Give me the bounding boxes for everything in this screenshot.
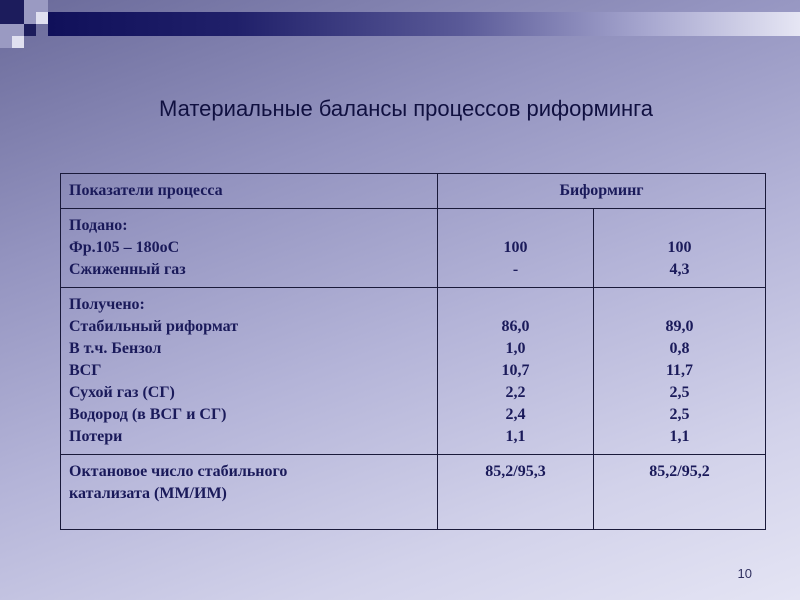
obtained-value: 2,2 xyxy=(505,384,526,401)
decor-square xyxy=(36,12,48,24)
decor-square xyxy=(0,0,24,24)
obtained-label: В т.ч. Бензол xyxy=(69,340,162,357)
table-row-octane xyxy=(61,455,766,530)
fed-col2-cell xyxy=(594,209,766,288)
obtained-value: 89,0 xyxy=(665,318,694,335)
header-process-cell: Биформинг xyxy=(438,174,766,209)
obtained-value: 0,8 xyxy=(669,340,690,357)
fed-label: Подано: xyxy=(69,217,128,234)
obtained-value: 1,0 xyxy=(505,340,526,357)
obtained-col2-cell xyxy=(594,288,766,455)
obtained-value: 2,5 xyxy=(669,384,690,401)
fed-labels-cell xyxy=(61,209,438,288)
obtained-value: 2,4 xyxy=(505,406,526,423)
fed-col1-cell xyxy=(438,209,594,288)
octane-label: катализата (ММ/ИМ) xyxy=(69,485,227,502)
obtained-label: Получено: xyxy=(69,296,145,313)
fed-value: 4,3 xyxy=(669,261,690,278)
obtained-value: 1,1 xyxy=(669,428,690,445)
fed-value: 100 xyxy=(503,239,528,256)
obtained-value: 1,1 xyxy=(505,428,526,445)
fed-value: 100 xyxy=(667,239,692,256)
obtained-label: Потери xyxy=(69,428,123,445)
obtained-label: Водород (в ВСГ и СГ) xyxy=(69,406,227,423)
slide-title: Материальные балансы процессов риформинга xyxy=(159,96,653,121)
obtained-value: 2,5 xyxy=(669,406,690,423)
obtained-value: 86,0 xyxy=(501,318,530,335)
obtained-labels-cell xyxy=(61,288,438,455)
table-row-fed xyxy=(61,209,766,288)
octane-labels-cell xyxy=(61,455,438,530)
obtained-value: 10,7 xyxy=(501,362,530,379)
octane-col1-cell: 85,2/95,3 xyxy=(438,455,594,530)
obtained-col1-cell xyxy=(438,288,594,455)
decor-square xyxy=(24,24,36,36)
table-header-row xyxy=(61,174,766,209)
table-row-obtained xyxy=(61,288,766,455)
octane-col2-cell: 85,2/95,2 xyxy=(594,455,766,530)
octane-label: Октановое число стабильного xyxy=(69,463,288,480)
balance-table xyxy=(60,173,766,530)
obtained-value: 11,7 xyxy=(665,362,694,379)
fed-label: Сжиженный газ xyxy=(69,261,186,278)
page-number: 10 xyxy=(737,566,752,581)
fed-value: - xyxy=(512,261,519,278)
obtained-label: Сухой газ (СГ) xyxy=(69,384,175,401)
obtained-label: ВСГ xyxy=(69,362,102,379)
obtained-label: Стабильный риформат xyxy=(69,318,239,335)
header-param-cell: Показатели процесса xyxy=(61,174,438,209)
fed-label: Фр.105 – 180оС xyxy=(69,239,180,256)
decor-square xyxy=(12,36,24,48)
header-gradient-bar xyxy=(48,12,800,36)
